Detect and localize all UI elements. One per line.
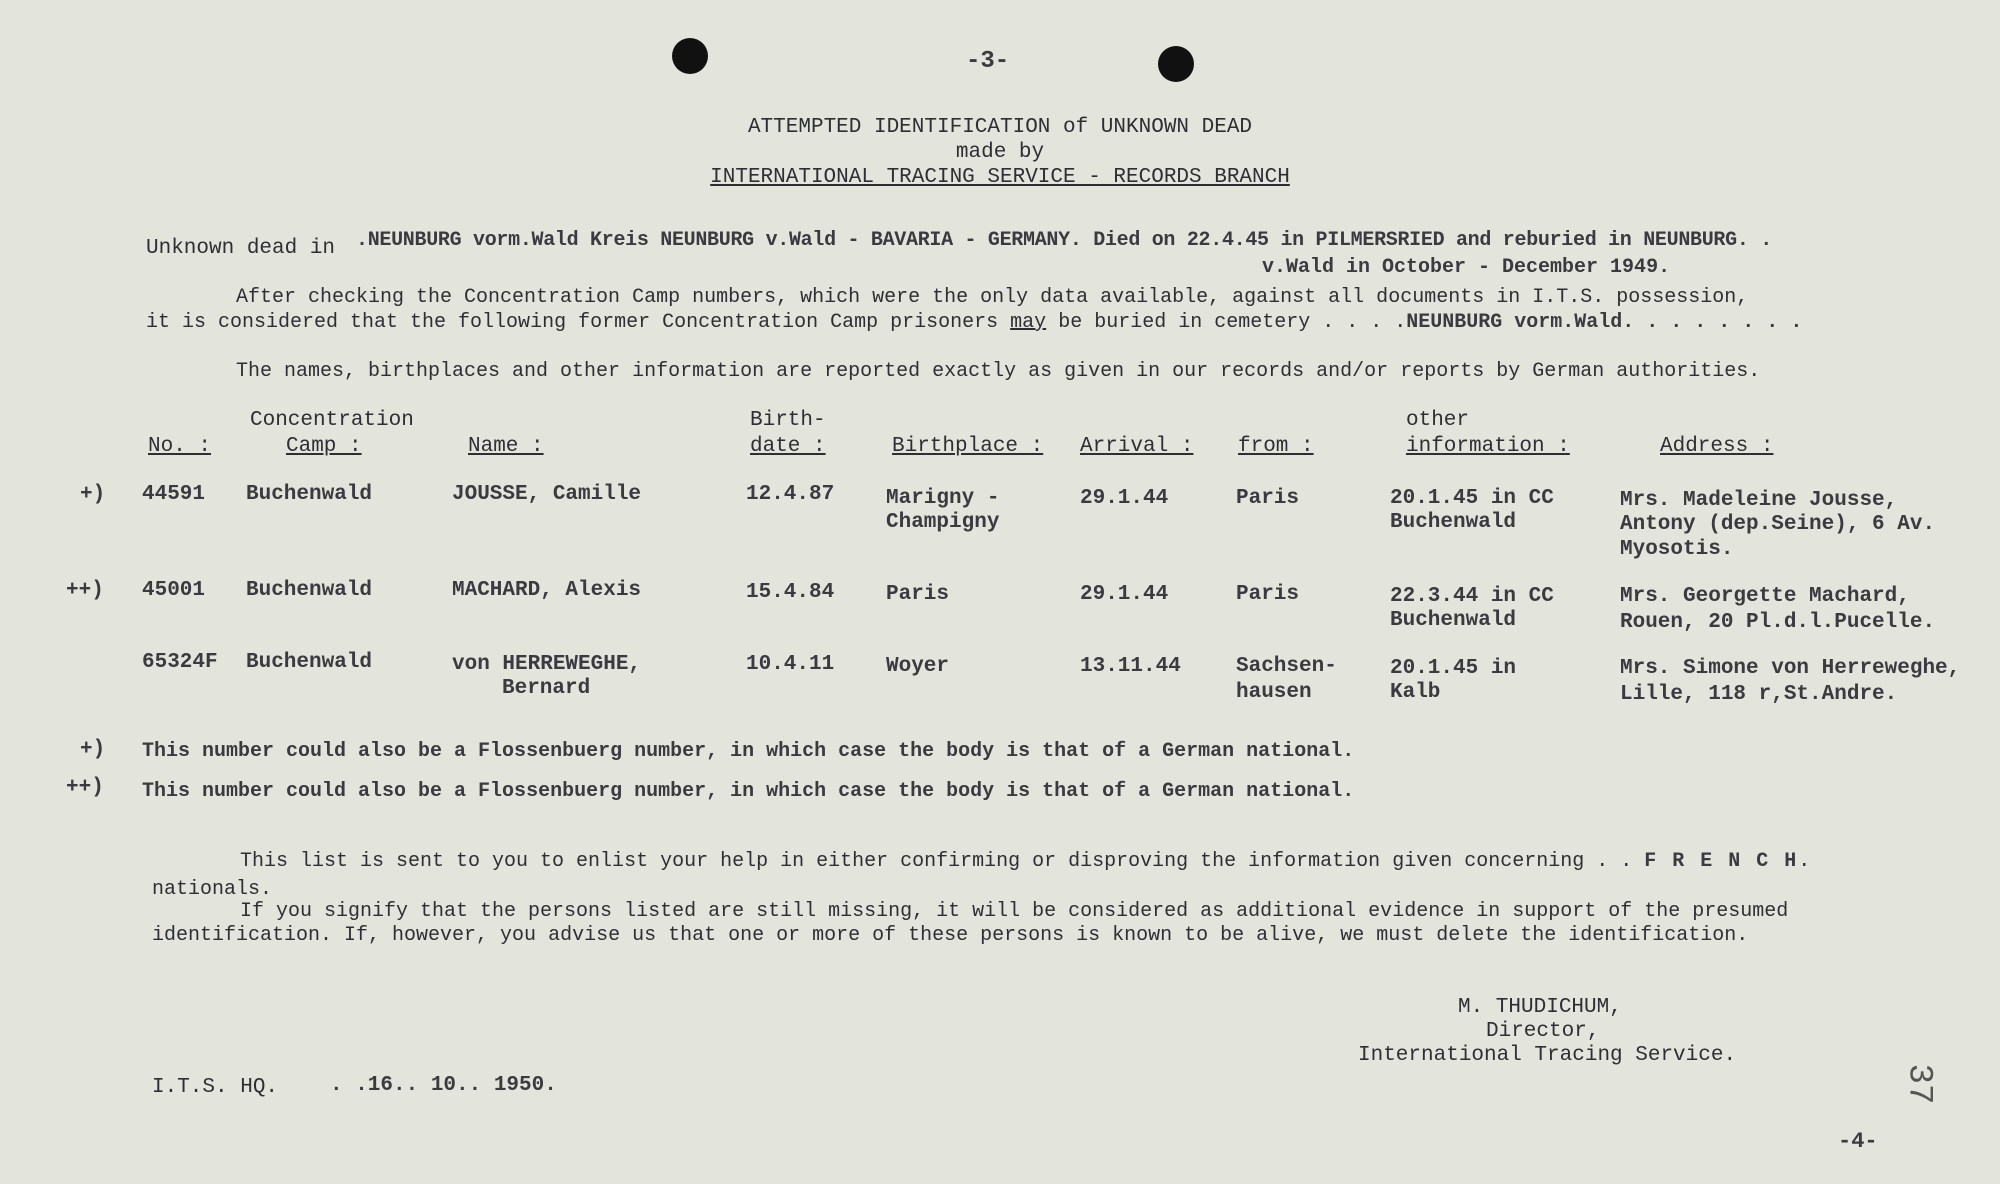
- footnote-mark: +): [80, 738, 106, 761]
- punch-hole-left: [672, 38, 708, 74]
- row-no: 45001: [142, 579, 206, 602]
- row-birthplace-1: Woyer: [886, 655, 950, 678]
- header-birthdate-1: Birth-: [750, 409, 826, 432]
- header-name: Name :: [468, 435, 544, 458]
- check-line-1: After checking the Concentration Camp numbers, which were the only data available, against all documents in I.T.S. possession,: [236, 286, 1749, 309]
- row-address-2: Lille, 118 r,St.Andre.: [1620, 683, 1898, 706]
- row-name: MACHARD, Alexis: [452, 579, 642, 602]
- row-other-1: 20.1.45 in CC: [1390, 487, 1554, 510]
- header-birthplace: Birthplace :: [892, 435, 1044, 458]
- punch-hole-right: [1158, 46, 1194, 82]
- nationality: F R E N C H: [1644, 850, 1799, 873]
- header-other-2: information :: [1406, 435, 1570, 458]
- closing-para-2: If you signify that the persons listed are still missing, it will be considered as additional evidence in support of the presumed: [240, 900, 1789, 923]
- check-line-2-may: may: [1010, 311, 1047, 334]
- row-from-1: Sachsen-: [1236, 655, 1337, 678]
- header-address: Address :: [1660, 435, 1774, 458]
- row-birthdate: 15.4.84: [746, 581, 835, 604]
- row-from-2: hausen: [1236, 681, 1312, 704]
- closing-para-1-cont: nationals.: [152, 878, 273, 901]
- header-from: from :: [1238, 435, 1314, 458]
- row-address-2: Rouen, 20 Pl.d.l.Pucelle.: [1620, 611, 1936, 634]
- row-birthdate: 12.4.87: [746, 483, 835, 506]
- title-line-1: ATTEMPTED IDENTIFICATION of UNKNOWN DEAD: [747, 116, 1253, 139]
- row-camp: Buchenwald: [246, 651, 373, 674]
- closing-para-1: [240, 850, 1810, 874]
- row-from: Paris: [1236, 487, 1300, 510]
- footnote-text: This number could also be a Flossenbuerg number, in which case the body is that of a German national.: [142, 740, 1355, 763]
- row-no: 44591: [142, 483, 206, 506]
- row-mark: +): [80, 483, 106, 506]
- row-camp: Buchenwald: [246, 579, 373, 602]
- signature-title: Director,: [1486, 1020, 1600, 1043]
- footnote-text: This number could also be a Flossenbuerg number, in which case the body is that of a German national.: [142, 780, 1355, 803]
- header-no: No. :: [148, 435, 212, 458]
- cemetery-name: NEUNBURG vorm.Wald. . . . . . . .: [1406, 311, 1803, 334]
- row-no: 65324F: [142, 651, 218, 674]
- row-arrival: 29.1.44: [1080, 487, 1169, 510]
- row-birthplace-1: Paris: [886, 583, 950, 606]
- row-address-1: Mrs. Georgette Machard,: [1620, 585, 1910, 608]
- row-mark: ++): [66, 579, 104, 602]
- row-arrival: 29.1.44: [1080, 583, 1169, 606]
- unknown-dead-location: .NEUNBURG vorm.Wald Kreis NEUNBURG v.Wald - BAVARIA - GERMANY. Died on 22.4.45 in PILMERSRIED and reburied in NEUNBURG. .: [356, 229, 1772, 252]
- row-address-1: Mrs. Simone von Herreweghe,: [1620, 657, 1961, 680]
- header-birthdate-2: date :: [750, 435, 826, 458]
- hq-label: I.T.S. HQ.: [152, 1076, 279, 1099]
- row-birthplace-1: Marigny -: [886, 487, 1000, 510]
- title-line-3: INTERNATIONAL TRACING SERVICE - RECORDS BRANCH: [710, 166, 1290, 189]
- row-address-2: Antony (dep.Seine), 6 Av.: [1620, 513, 1936, 536]
- closing-para-2-cont: identification. If, however, you advise us that one or more of these persons is known to be alive, we must delete the identification.: [152, 924, 1749, 947]
- row-other-1: 22.3.44 in CC: [1390, 585, 1554, 608]
- header-arrival: Arrival :: [1080, 435, 1194, 458]
- signature-org: International Tracing Service.: [1358, 1044, 1737, 1067]
- row-other-1: 20.1.45 in: [1390, 657, 1517, 680]
- records-note: The names, birthplaces and other information are reported exactly as given in our records and/or reports by German authorities.: [236, 360, 1761, 383]
- check-line-2-text: it is considered that the following former Concentration Camp prisoners: [146, 311, 999, 334]
- row-birthdate: 10.4.11: [746, 653, 835, 676]
- header-camp-2: Camp :: [286, 435, 362, 458]
- check-line-2: [146, 311, 1802, 335]
- row-from: Paris: [1236, 583, 1300, 606]
- footnote-mark: ++): [66, 776, 104, 799]
- row-name: JOUSSE, Camille: [452, 483, 642, 506]
- row-address-1: Mrs. Madeleine Jousse,: [1620, 489, 1898, 512]
- next-page-number: -4-: [1838, 1129, 1878, 1154]
- archive-number: 37: [1899, 1063, 1938, 1105]
- header-camp-1: Concentration: [250, 409, 414, 432]
- closing-para-1-text: This list is sent to you to enlist your help in either confirming or disproving the information given concerning . .: [240, 850, 1633, 873]
- row-camp: Buchenwald: [246, 483, 373, 506]
- check-line-2-cemetery-label: be buried in cemetery . . . .: [1058, 311, 1407, 334]
- row-arrival: 13.11.44: [1080, 655, 1181, 678]
- row-name-1: von HERREWEGHE,: [452, 653, 642, 676]
- hq-date: . .16.. 10.. 1950.: [330, 1074, 557, 1097]
- row-other-2: Kalb: [1390, 681, 1441, 704]
- unknown-dead-label: Unknown dead in: [146, 237, 336, 260]
- page-number: -3-: [966, 48, 1010, 75]
- header-other-1: other: [1406, 409, 1470, 432]
- row-other-2: Buchenwald: [1390, 609, 1517, 632]
- row-address-3: Myosotis.: [1620, 538, 1734, 561]
- unknown-dead-location-cont: v.Wald in October - December 1949.: [1262, 256, 1671, 279]
- row-birthplace-2: Champigny: [886, 511, 1000, 534]
- row-other-2: Buchenwald: [1390, 511, 1517, 534]
- signature-name: M. THUDICHUM,: [1458, 996, 1622, 1019]
- closing-para-1-dot: .: [1798, 850, 1811, 873]
- row-name-2: Bernard: [502, 677, 591, 700]
- title-line-2: made by: [955, 141, 1045, 164]
